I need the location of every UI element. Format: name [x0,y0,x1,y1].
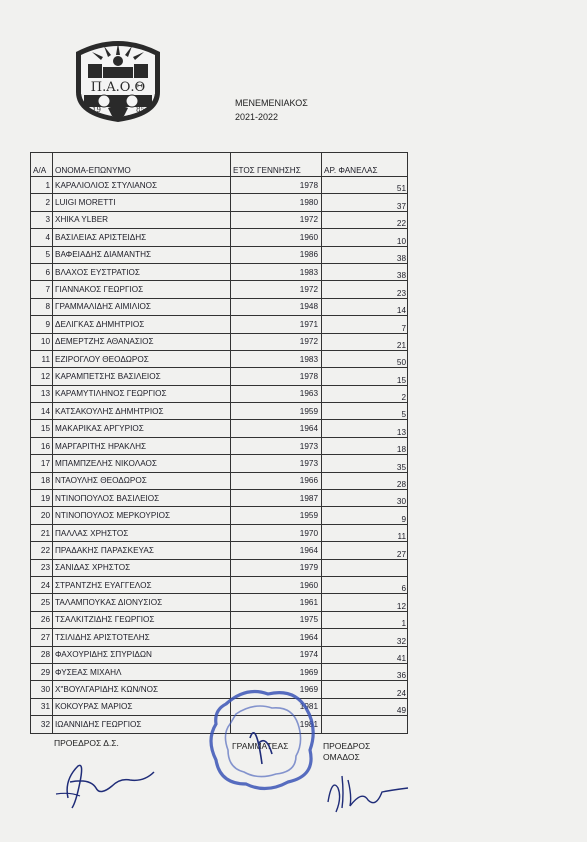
player-name: ΔΕΜΕΡΤΖΗΣ ΑΘΑΝΑΣΙΟΣ [53,333,231,350]
table-row [31,263,408,280]
row-index: 31 [31,698,53,715]
table-row [31,507,408,524]
birth-year: 1983 [231,350,322,367]
jersey-number: 35 [322,455,408,472]
player-name: Χ"ΒΟΥΛΓΑΡΙΔΗΣ ΚΩΝ/ΝΟΣ [53,681,231,698]
row-index: 30 [31,681,53,698]
row-index: 28 [31,646,53,663]
row-index: 27 [31,629,53,646]
birth-year: 1972 [231,281,322,298]
player-name: LUIGI MORETTI [53,194,231,211]
table-row [31,559,408,576]
table-row [31,403,408,420]
club-logo [72,36,164,124]
row-index: 19 [31,490,53,507]
birth-year: 1960 [231,229,322,246]
player-name: ΤΣΙΛΙΔΗΣ ΑΡΙΣΤΟΤΕΛΗΣ [53,629,231,646]
jersey-number: 50 [322,350,408,367]
birth-year: 1972 [231,211,322,228]
table-row [31,316,408,333]
player-name: ΠΡΑΔΑΚΗΣ ΠΑΡΑΣΚΕΥΑΣ [53,542,231,559]
club-info [235,96,308,124]
row-index: 20 [31,507,53,524]
table-row [31,437,408,454]
player-name: ΜΑΡΓΑΡΙΤΗΣ ΗΡΑΚΛΗΣ [53,437,231,454]
jersey-number: 22 [322,211,408,228]
jersey-number: 1 [322,611,408,628]
player-name: ΦΑΧΟΥΡΙΔΗΣ ΣΠΥΡΙΔΩΝ [53,646,231,663]
row-index: 10 [31,333,53,350]
row-index: 26 [31,611,53,628]
jersey-number: 41 [322,646,408,663]
player-name: ΚΑΡΑΛΙΟΛΙΟΣ ΣΤΥΛΙΑΝΟΣ [53,177,231,194]
table-row [31,594,408,611]
jersey-number: 10 [322,229,408,246]
player-name: ΒΛΑΧΟΣ ΕΥΣΤΡΑΤΙΟΣ [53,263,231,280]
table-row [31,368,408,385]
secretary-label: ΓΡΑΜΜΑΤΕΑΣ [232,741,289,751]
row-index: 32 [31,716,53,733]
table-row [31,350,408,367]
jersey-number: 37 [322,194,408,211]
jersey-number: 38 [322,263,408,280]
birth-year: 1987 [231,490,322,507]
row-index: 23 [31,559,53,576]
birth-year: 1970 [231,524,322,541]
table-row [31,385,408,402]
logo-lettering: Π.Α.Ο.Θ [90,80,146,95]
player-name: ΜΑΚΑΡΙΚΑΣ ΑΡΓΥΡΙΟΣ [53,420,231,437]
birth-year: 1959 [231,507,322,524]
jersey-number: 14 [322,298,408,315]
jersey-number: 15 [322,368,408,385]
team-president-label-line2: ΟΜΑΔΟΣ [323,752,360,762]
row-index: 16 [31,437,53,454]
player-name: ΓΡΑΜΜΑΛΙΔΗΣ ΑΙΜΙΛΙΟΣ [53,298,231,315]
player-name: ΒΑΣΙΛΕΙΑΣ ΑΡΙΣΤΕΙΔΗΣ [53,229,231,246]
player-name: ΠΑΛΛΑΣ ΧΡΗΣΤΟΣ [53,524,231,541]
player-name: ΣΑΝΙΔΑΣ ΧΡΗΣΤΟΣ [53,559,231,576]
birth-year: 1960 [231,576,322,593]
season: 2021-2022 [235,112,279,122]
row-index: 2 [31,194,53,211]
player-name: ΜΠΑΜΠΖΕΛΗΣ ΝΙΚΟΛΑΟΣ [53,455,231,472]
jersey-number: 32 [322,629,408,646]
team-president-label [323,741,370,763]
table-row [31,298,408,315]
jersey-number: 21 [322,333,408,350]
club-name: ΜΕΝΕΜΕΝΙΑΚΟΣ [235,98,308,108]
jersey-number: 49 [322,698,408,715]
birth-year: 1983 [231,263,322,280]
row-index: 4 [31,229,53,246]
player-name: ΝΤΑΟΥΛΗΣ ΘΕΟΔΩΡΟΣ [53,472,231,489]
row-index: 5 [31,246,53,263]
row-index: 8 [31,298,53,315]
birth-year: 1963 [231,385,322,402]
birth-year: 1981 [231,698,322,715]
jersey-number: 28 [322,472,408,489]
roster-body [31,177,408,734]
jersey-number [322,716,408,733]
birth-year: 1969 [231,681,322,698]
col-header-index: Α/Α [31,153,53,177]
board-president-label: ΠΡΟΕΔΡΟΣ Δ.Σ. [54,738,119,748]
jersey-number: 24 [322,681,408,698]
col-header-jersey: ΑΡ. ΦΑΝΕΛΑΣ [322,153,408,177]
logo-year-right: 85 [136,106,145,114]
jersey-number: 2 [322,385,408,402]
player-name: ΚΑΡΑΜΥΤΙΛΗΝΟΣ ΓΕΩΡΓΙΟΣ [53,385,231,402]
table-row [31,524,408,541]
jersey-number: 11 [322,524,408,541]
player-name: ΣΤΡΑΝΤΖΗΣ ΕΥΑΓΓΕΛΟΣ [53,576,231,593]
jersey-number: 36 [322,663,408,680]
table-row [31,646,408,663]
table-row [31,281,408,298]
jersey-number: 51 [322,177,408,194]
birth-year: 1978 [231,177,322,194]
birth-year: 1975 [231,611,322,628]
birth-year: 1948 [231,298,322,315]
row-index: 3 [31,211,53,228]
birth-year: 1964 [231,542,322,559]
row-index: 13 [31,385,53,402]
player-name: ΝΤΙΝΟΠΟΥΛΟΣ ΜΕΡΚΟΥΡΙΟΣ [53,507,231,524]
row-index: 12 [31,368,53,385]
player-name: ΤΑΛΑΜΠΟΥΚΑΣ ΔΙΟΝΥΣΙΟΣ [53,594,231,611]
col-header-name: ΟΝΟΜΑ-ΕΠΩΝΥΜΟ [53,153,231,177]
club-stamp [206,684,321,794]
player-name: ΤΣΑΛΚΙΤΖΙΔΗΣ ΓΕΩΡΓΙΟΣ [53,611,231,628]
row-index: 17 [31,455,53,472]
birth-year: 1978 [231,368,322,385]
table-row [31,211,408,228]
row-index: 25 [31,594,53,611]
table-row [31,576,408,593]
birth-year: 1961 [231,594,322,611]
player-name: ΓΙΑΝΝΑΚΟΣ ΓΕΩΡΓΙΟΣ [53,281,231,298]
birth-year: 1973 [231,437,322,454]
table-row [31,472,408,489]
birth-year: 1979 [231,559,322,576]
team-president-label-line1: ΠΡΟΕΔΡΟΣ [323,741,371,751]
birth-year: 1974 [231,646,322,663]
row-index: 14 [31,403,53,420]
table-row [31,663,408,680]
board-president-signature [50,752,160,810]
row-index: 9 [31,316,53,333]
col-header-birth-year: ΕΤΟΣ ΓΕΝΝΗΣΗΣ [231,153,322,177]
player-name: ΝΤΙΝΟΠΟΥΛΟΣ ΒΑΣΙΛΕΙΟΣ [53,490,231,507]
table-row [31,542,408,559]
player-name: ΦΥΣΕΑΣ ΜΙΧΑΗΛ [53,663,231,680]
team-president-signature [322,768,412,818]
birth-year: 1964 [231,420,322,437]
table-row [31,229,408,246]
birth-year: 1969 [231,663,322,680]
birth-year: 1973 [231,455,322,472]
jersey-number: 27 [322,542,408,559]
table-row [31,333,408,350]
table-row [31,490,408,507]
logo-year-left: 19 [92,106,101,114]
roster-table [30,152,408,734]
row-index: 1 [31,177,53,194]
row-index: 21 [31,524,53,541]
player-name: ΒΑΦΕΙΑΔΗΣ ΔΙΑΜΑΝΤΗΣ [53,246,231,263]
table-row [31,611,408,628]
row-index: 18 [31,472,53,489]
row-index: 7 [31,281,53,298]
birth-year: 1972 [231,333,322,350]
jersey-number [322,559,408,576]
row-index: 11 [31,350,53,367]
table-row [31,420,408,437]
player-name: XHIKA YLBER [53,211,231,228]
jersey-number: 23 [322,281,408,298]
table-row [31,246,408,263]
jersey-number: 30 [322,490,408,507]
jersey-number: 7 [322,316,408,333]
player-name: ΙΩΑΝΝΙΔΗΣ ΓΕΩΡΓΙΟΣ [53,716,231,733]
jersey-number: 9 [322,507,408,524]
header-row [31,153,408,177]
row-index: 24 [31,576,53,593]
birth-year: 1959 [231,403,322,420]
player-name: ΚΑΤΣΑΚΟΥΛΗΣ ΔΗΜΗΤΡΙΟΣ [53,403,231,420]
jersey-number: 5 [322,403,408,420]
table-row [31,629,408,646]
birth-year: 1980 [231,194,322,211]
jersey-number: 38 [322,246,408,263]
jersey-number: 18 [322,437,408,454]
jersey-number: 13 [322,420,408,437]
row-index: 22 [31,542,53,559]
table-row [31,194,408,211]
row-index: 15 [31,420,53,437]
row-index: 29 [31,663,53,680]
birth-year: 1981 [231,716,322,733]
birth-year: 1986 [231,246,322,263]
birth-year: 1964 [231,629,322,646]
jersey-number: 12 [322,594,408,611]
birth-year: 1971 [231,316,322,333]
player-name: ΔΕΛΙΓΚΑΣ ΔΗΜΗΤΡΙΟΣ [53,316,231,333]
player-name: ΚΟΚΟΥΡΑΣ ΜΑΡΙΟΣ [53,698,231,715]
player-name: ΚΑΡΑΜΠΕΤΣΗΣ ΒΑΣΙΛΕΙΟΣ [53,368,231,385]
player-name: ΕΖΙΡΟΓΛΟΥ ΘΕΟΔΩΡΟΣ [53,350,231,367]
table-row [31,455,408,472]
table-row [31,177,408,194]
birth-year: 1966 [231,472,322,489]
jersey-number: 6 [322,576,408,593]
row-index: 6 [31,263,53,280]
